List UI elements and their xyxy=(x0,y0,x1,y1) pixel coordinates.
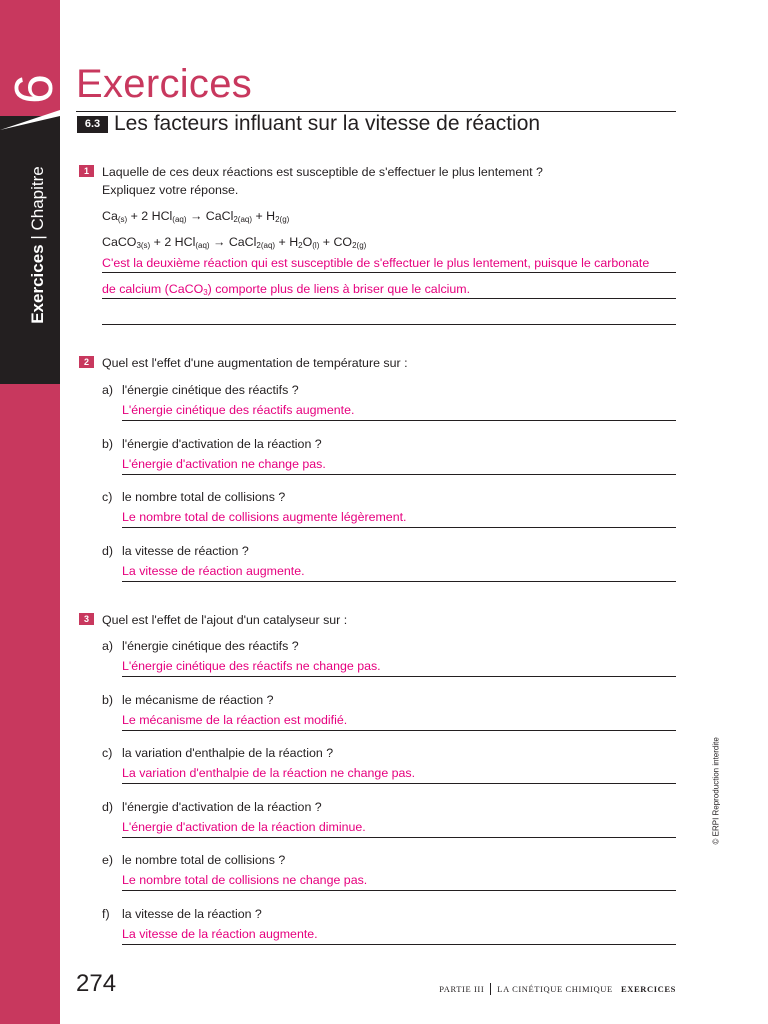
item-question: la vitesse de la réaction ? xyxy=(122,906,262,921)
item-answer: L'énergie d'activation de la réaction diminue. xyxy=(122,819,366,834)
footer-divider xyxy=(490,983,491,995)
item-label: b) xyxy=(102,436,114,451)
section-number-badge: 6.3 xyxy=(77,116,108,133)
item-answer: La vitesse de réaction augmente. xyxy=(122,563,305,578)
answer-line xyxy=(102,324,676,325)
answer-1-line-2a: de calcium (CaCO xyxy=(102,282,204,296)
item-label: b) xyxy=(102,692,114,707)
item-question: l'énergie cinétique des réactifs ? xyxy=(122,383,299,397)
copyright-notice: © ERPI Reproduction interdite xyxy=(711,737,721,845)
answer-line xyxy=(122,837,676,838)
answer-line xyxy=(122,676,676,677)
section-title: Les facteurs influant sur la vitesse de réaction xyxy=(114,112,541,135)
question-number-1: 1 xyxy=(79,165,94,177)
item-question: l'énergie cinétique des réactifs ? xyxy=(122,639,299,653)
equation-1: $Ca_{(s)} + 2$ HCl$_{(aq)}$ → CaCl$_{2(aq)}$ + $H_{2(g)}$ xyxy=(102,209,290,224)
item-answer: L'énergie cinétique des réactifs augmente. xyxy=(122,403,355,417)
answer-1-line-1: C'est la deuxième réaction qui est susceptible de s'effectuer le plus lentement, puisque le carbonate xyxy=(102,256,650,270)
item-question: le nombre total de collisions ? xyxy=(122,490,286,504)
item-answer: La vitesse de la réaction augmente. xyxy=(122,926,318,941)
chapter-label-bold: Exercices xyxy=(28,244,47,324)
item-question: le mécanisme de réaction ? xyxy=(122,692,274,707)
item-label: a) xyxy=(102,639,114,653)
footer-part: PARTIE III xyxy=(439,984,485,994)
item-question: l'énergie d'activation de la réaction ? xyxy=(122,436,322,451)
item-answer: L'énergie d'activation ne change pas. xyxy=(122,456,326,471)
chapter-label xyxy=(23,85,53,405)
page-title: Exercices xyxy=(76,62,253,106)
question-1-text: Laquelle de ces deux réactions est susceptible de s'effectuer le plus lentement ? xyxy=(102,165,543,179)
page-number: 274 xyxy=(76,970,117,997)
item-label: c) xyxy=(102,490,113,504)
footer-section: EXERCICES xyxy=(621,984,676,994)
question-number-3: 3 xyxy=(79,613,94,625)
item-question: la variation d'enthalpie de la réaction ? xyxy=(122,746,334,760)
item-label: d) xyxy=(102,543,114,558)
answer-line xyxy=(122,581,676,582)
question-2-text: Quel est l'effet d'une augmentation de température sur : xyxy=(102,356,408,370)
question-3-text: Quel est l'effet de l'ajout d'un catalyseur sur : xyxy=(102,613,348,627)
chapter-label-rest: Chapitre xyxy=(28,166,47,231)
item-answer: Le nombre total de collisions ne change pas. xyxy=(122,873,368,887)
answer-line xyxy=(122,474,676,475)
item-label: a) xyxy=(102,383,114,397)
answer-line xyxy=(102,272,676,273)
item-answer: L'énergie cinétique des réactifs ne change pas. xyxy=(122,659,381,673)
answer-line xyxy=(122,890,676,891)
item-answer: La variation d'enthalpie de la réaction ne change pas. xyxy=(122,766,416,780)
answer-line xyxy=(122,730,676,731)
item-label: d) xyxy=(102,799,114,814)
item-label: e) xyxy=(102,853,114,867)
item-question: la vitesse de réaction ? xyxy=(122,543,249,558)
item-label: c) xyxy=(102,746,113,760)
item-question: le nombre total de collisions ? xyxy=(122,853,286,867)
question-number-2: 2 xyxy=(79,356,94,368)
answer-1-line-2: de calcium (CaCO$_3$) comporte plus de liens à briser que le calcium. xyxy=(102,282,471,297)
item-question: l'énergie d'activation de la réaction ? xyxy=(122,799,322,814)
footer-topic: LA CINÉTIQUE CHIMIQUE xyxy=(497,984,613,994)
item-answer: Le mécanisme de la réaction est modifié. xyxy=(122,712,348,727)
item-answer: Le nombre total de collisions augmente légèrement. xyxy=(122,510,407,524)
chapter-label-sep: | xyxy=(28,230,47,245)
answer-line xyxy=(102,298,676,299)
equation-2: CaCO$_{3(s)}$ + 2 HCl$_{(aq)}$ → CaCl$_{2(aq)}$ + $H_2O_{(l)} + CO_{2(g)}$ xyxy=(102,235,367,250)
answer-line xyxy=(122,420,676,421)
item-label: f) xyxy=(102,906,110,921)
question-1-text-2: Expliquez votre réponse. xyxy=(102,183,239,197)
chapter-number: 6 xyxy=(4,73,64,105)
answer-1-line-2b: ) comporte plus de liens à briser que le calcium. xyxy=(207,282,471,296)
answer-line xyxy=(122,527,676,528)
running-footer xyxy=(439,983,676,995)
answer-line xyxy=(122,783,676,784)
answer-line xyxy=(122,944,676,945)
